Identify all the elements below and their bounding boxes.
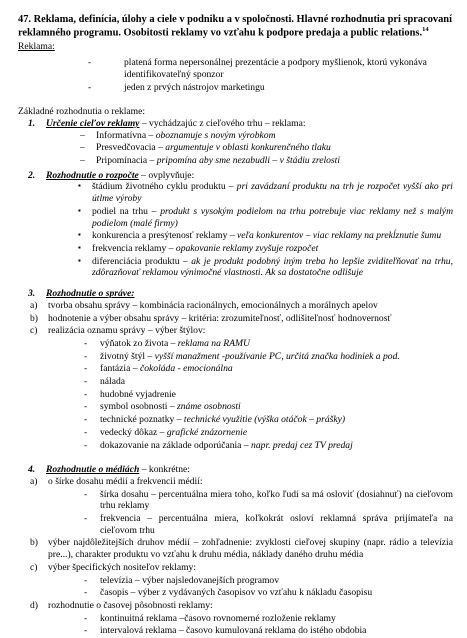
list-item: - hudobné vyjadrenie (84, 389, 453, 401)
list-item: - časopis – výber z vydávaných časopisov vo vzťahu k nákladu časopisu (84, 587, 453, 599)
document-title: 47. Reklama, definícia, úlohy a ciele v podniku a v spoločnosti. Hlavné rozhodnutia pri spracovaní reklamného programu. Osobitosti reklamy vo vzťahu k podpore predaja a public relations.$^{14}$ (18, 14, 452, 39)
list-item: - intervalová reklama – časovo kumulovaná reklama do istého obdobia (84, 625, 453, 637)
list-item: b) výber najdôležitejších druhov médií – zohľadnenie: zvyklosti cieľovej skupiny (napr. rádio a televízia pre...), charakter produktu vo vzťahu k druhu média, náklady daného druhu média (30, 537, 453, 561)
list-item: c) realizácia oznamu správy – výber štýlov: (30, 325, 206, 337)
reach-frequency-list (84, 489, 453, 537)
list-item: a) o šírke dosahu médií a frekvencii médií: (30, 475, 203, 487)
decisions-list (18, 118, 453, 637)
list-item: - symbol osobnosti – známe osobnosti (84, 401, 453, 413)
section-heading: Základné rozhodnutia o reklame: (18, 106, 146, 118)
list-item: - výňatok zo života – reklama na RAMU (84, 338, 453, 350)
list-item: - šírka dosahu – percentuálna miera toho, koľko ľudí sa má osloviť (dosiahnuť) na cieľovom trhu reklamy (84, 489, 453, 512)
list-item: - fantázia – čokoláda - emocionálna (84, 363, 453, 375)
decision-message: 3. Rozhodnutie o správe: a) tvorba obsahu správy – kombinácia racionálnych, emocionálnych a morálnych apelov b) hodnotenie a výber obsahu správy – kritéria: zrozumiteľnosť, odlišiteľnosť hodnovernosť c) realizácia oznamu správy – výber štýlov: - výňatok zo života – reklama na RAMU - životný štýl – vyšší manažment -používanie PC, určitá značka hodiniek a pod. - fantázia – čokoláda - emocionálna - nálada - hudobné vyjadrenie - symbol osobnosti – známe osobnosti - technické poznatky – technické využitie (výška otáčok – prášky) - vedecký dôkaz – grafické znázornenie - dokazovanie na základe odporúčania – napr. predaj cez TV predaj (18, 288, 453, 451)
carriers-list (84, 575, 453, 599)
media-steps-bc (30, 537, 453, 573)
list-item: - dokazovanie na základe odporúčania – napr. predaj cez TV predaj (84, 440, 453, 452)
list-item: – Presvedčovacia – argumentuje v oblasti konkurenčného tlaku (80, 142, 453, 154)
list-item: ▪ diferenciácia produktu – ak je produkt podobný iným treba ho lepšie zviditeľňovať na trhu, zdôrazňovať reklamou výnimočné vlastnosti. Ak sa dostatočne odlišuje (78, 256, 453, 279)
list-item: - platená forma nepersonálnej prezentácie a podpory myšlienok, ktorú vykonáva identifikovateľný sponzor (86, 57, 453, 80)
list-item: - vedecký dôkaz – grafické znázornenie (84, 427, 453, 439)
list-item: ▪ štádium životného cyklu produktu – pri zavádzaní produktu na trh je rozpočet vyšší ako pri útlme výroby (78, 181, 453, 204)
list-item: c) výber špecifických nositeľov reklamy: (30, 561, 197, 573)
list-item: - televízia – výber najsledovanejších programov (84, 575, 453, 587)
list-item: ▪ podiel na trhu – produkt s vysokým podielom na trhu potrebuje viac reklamy než s malým podielom (malé firmy) (78, 206, 453, 229)
media-steps-d (30, 600, 453, 612)
budget-factors-list (78, 181, 453, 279)
goals-list (80, 130, 453, 167)
media-steps-a (30, 476, 453, 488)
list-item: - životný štýl – vyšší manažment -používanie PC, určitá značka hodiniek a pod. (84, 351, 453, 363)
reklama-definition-list (86, 57, 453, 93)
decision-budget: 2. Rozhodnutie o rozpočte – ovplyvňuje: ▪ štádium životného cyklu produktu – pri zavádzaní produktu na trh je rozpočet vyšší ako pri útlme výroby ▪ podiel na trhu – produkt s vysokým podielom na trhu potrebuje viac reklamy než s malým podielom (malé firmy) ▪ konkurencia a presýtenosť reklamy – veľa konkurentov – viac reklamy na prekĺznutie šumu ▪ frekvencia reklamy – opakovanie reklamy zvyšuje rozpočet ▪ diferenciácia produktu – ak je produkt podobný iným treba ho lepšie zviditeľňovať na trhu, zdôrazňovať reklamou výnimočné vlastnosti. Ak sa dostatočne odlišuje (18, 170, 453, 279)
footnote-ref: 14 (422, 26, 429, 34)
decision-media: 4. Rozhodnutie o médiách – konkrétne: a) o šírke dosahu médií a frekvencii médií: - šírka dosahu – percentuálna miera toho, koľko ľudí sa má osloviť (dosiahnuť) na cieľovom trhu reklamy - frekvencia – percentuálna miera, koľkokrát osloví reklamná správa prijímateľa na cieľovom trhu b) výber najdôležitejších druhov médií – zohľadnenie: zvyklosti cieľovej skupiny (napr. rádio a televízia pre...), charakter produktu vo vzťahu k druhu média, náklady daného druhu média c) výber špecifických nositeľov reklamy: - televízia – výber najsledovanejších programov - časopis – výber z vydávaných časopisov vo vzťahu k nákladu časopisu d) rozhodnutie o časovej pôsobnosti reklamy: - kontinuitná reklama –časovo rovnomerné rozloženie reklamy - intervalová reklama – časovo kumulovaná reklama do istého obdobia (18, 464, 453, 637)
list-item: b) hodnotenie a výber obsahu správy – kritéria: zrozumiteľnosť, odlišiteľnosť hodnovernosť (30, 312, 392, 324)
list-item: – Pripomínacia – pripomína aby sme nezabudli – v štádiu zrelosti (80, 155, 453, 167)
reklama-heading: Reklama: (18, 41, 55, 53)
list-item: - jeden z prvých nástrojov marketingu (86, 82, 453, 94)
list-item: - kontinuitná reklama –časovo rovnomerné rozloženie reklamy (84, 613, 453, 625)
list-item: - nálada (84, 376, 453, 388)
message-styles-list (84, 338, 453, 451)
list-item: ▪ konkurencia a presýtenosť reklamy – veľa konkurentov – viac reklamy na prekĺznutie šumu (78, 230, 453, 242)
list-item: - frekvencia – percentuálna miera, koľkokrát osloví reklamná správa prijímateľa na cieľovom trhu (84, 513, 453, 536)
list-item: - technické poznatky – technické využitie (výška otáčok – prášky) (84, 414, 453, 426)
list-item: a) tvorba obsahu správy – kombinácia racionálnych, emocionálnych a morálnych apelov (30, 299, 378, 311)
list-item: d) rozhodnutie o časovej pôsobnosti reklamy: (30, 599, 213, 611)
message-steps (30, 300, 453, 337)
decision-goals: 1. Určenie cieľov reklamy – vychádzajúc z cieľového trhu – reklama: – Informatívna – oboznamuje s novým výrobkom – Presvedčovacia – argumentuje v oblasti konkurenčného tlaku – Pripomínacia – pripomína aby sme nezabudli – v štádiu zrelosti (18, 118, 453, 167)
list-item: – Informatívna – oboznamuje s novým výrobkom (80, 130, 453, 142)
timing-list (84, 613, 453, 637)
list-item: ▪ frekvencia reklamy – opakovanie reklamy zvyšuje rozpočet (78, 243, 453, 255)
